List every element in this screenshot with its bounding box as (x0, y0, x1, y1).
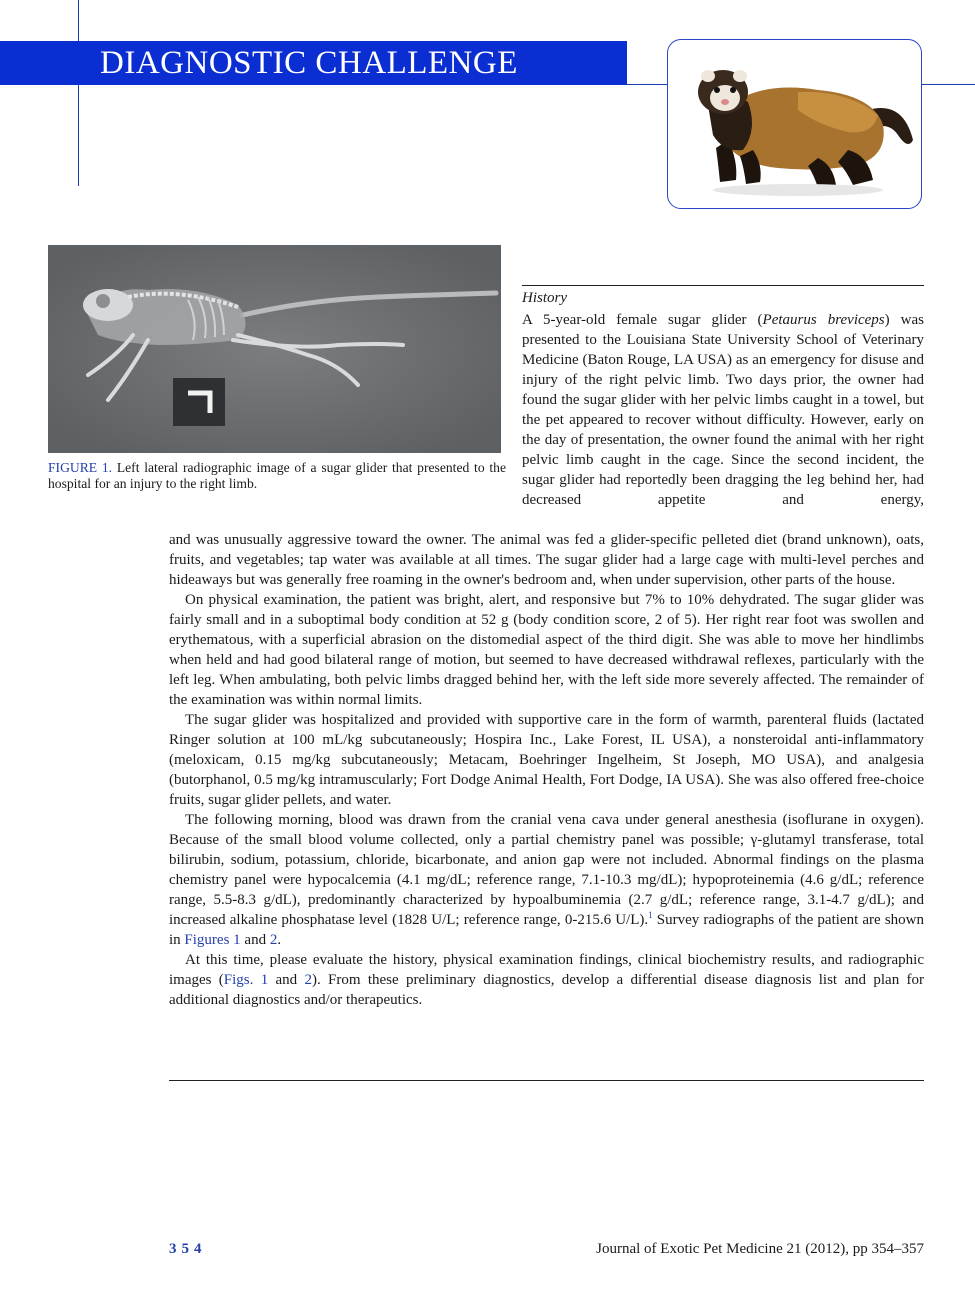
figure-1-link[interactable]: Figures 1 (184, 932, 241, 948)
history-paragraph-1-cont: and was unusually aggressive toward the owner. The animal was fed a glider-specific pelleted diet (brand unknown), oats, fruits, and vegetables; tap water was available at all times. The sugar glider had a large cage with multi-level perches and hideaways but was generally free roaming in the owner's bedroom and, when under supervision, other parts of the house. (169, 532, 924, 588)
header-vertical-rule (78, 0, 79, 186)
figs-2-link[interactable]: 2 (304, 972, 312, 988)
challenge-paragraph (169, 950, 924, 1010)
ferret-illustration (668, 40, 920, 207)
history-heading: History (522, 290, 567, 306)
figure-2-link[interactable]: 2 (269, 932, 278, 948)
journal-citation: Journal of Exotic Pet Medicine 21 (2012), pp 354–357 (596, 1241, 924, 1257)
section-banner: DIAGNOSTIC CHALLENGE (0, 41, 627, 85)
p1-text-pre: A 5-year-old female sugar glider ( (522, 312, 763, 328)
figure-caption-text: Left lateral radiographic image of a sugar glider that presented to the hospital for an injury to the right limb. (48, 460, 506, 491)
article-body (169, 530, 924, 1010)
and-text-2: and (268, 972, 305, 988)
treatment-paragraph: The sugar glider was hospitalized and provided with supportive care in the form of warmth, parenteral fluids (lactated Ringer solution at 100 mL/kg subcutaneously; Hospira Inc., Lake Forest, IL USA), a nonsteroidal anti-inflammatory (meloxicam, 0.15 mg/kg subcutaneously; Metacam, Boehringer Ingelheim, St Joseph, MO USA), and analgesia (butorphanol, 0.5 mg/kg intramuscularly; Fort Dodge Animal Health, Fort Dodge, IA USA). She was also offered free-choice fruits, sugar glider pellets, and water. (169, 712, 924, 808)
history-top-rule (522, 285, 924, 286)
figure-label: FIGURE 1. (48, 460, 113, 475)
period-text: . (277, 932, 282, 948)
challenge-text: At this time, please evaluate the history, physical examination findings, clinical biochemistry results, and radiographic images ( (169, 952, 924, 988)
history-paragraph-1-side (522, 310, 924, 510)
article-end-rule (169, 1080, 924, 1081)
radiograph-figure-1 (48, 245, 501, 453)
bloodwork-text-2: Survey radiographs of the patient are shown in (169, 912, 924, 948)
figure-caption (48, 460, 506, 492)
bloodwork-paragraph (169, 810, 924, 950)
radiograph-image (48, 245, 501, 453)
figs-1-link[interactable]: Figs. 1 (223, 972, 269, 988)
page-number: 354 (169, 1241, 207, 1257)
reference-superscript[interactable]: 1 (648, 910, 653, 920)
bloodwork-text: The following morning, blood was drawn from the cranial vena cava under general anesthesia (isoflurane in oxygen). Because of the small blood volume collected, only a partial chemistry panel was possible; γ-glutamyl transferase, total bilirubin, sodium, potassium, chloride, bicarbonate, and anion gap were not included. Abnormal findings on the plasma chemistry panel were hypocalcemia (4.1 mg/dL; reference range, 7.1-10.3 mg/dL); hypoproteinemia (4.6 g/dL; reference range, 5.5-8.3 g/dL), predominantly characterized by hypoalbuminemia (2.7 g/dL; reference range, 3.1-4.7 g/dL); and increased alkaline phosphatase level (1828 U/L; reference range, 0-215.6 U/L). (169, 812, 924, 928)
physical-exam-paragraph: On physical examination, the patient was bright, alert, and responsive but 7% to 10% dehydrated. The sugar glider was fairly small and in a suboptimal body condition at 52 g (body condition score, 2 of 5). Her right rear foot was swollen and erythematous, with a superficial abrasion on the distomedial aspect of the third digit. She was able to move her hindlimbs when held and had good bilateral range of motion, but seemed to have decreased withdrawal reflexes, particularly with the left leg. When ambulating, both pelvic limbs dragged behind her, with the left side more severely affected. The remainder of the examination was within normal limits. (169, 592, 924, 708)
and-text: and (240, 932, 270, 948)
ferret-photo-frame (667, 39, 922, 209)
challenge-text-2: ). From these preliminary diagnostics, develop a differential disease diagnosis list and plan for additional diagnostics and/or therapeutics. (169, 972, 924, 1008)
species-name: Petaurus breviceps (762, 312, 885, 328)
p1-text-post: ) was presented to the Louisiana State University School of Veterinary Medicine (Baton Rouge, LA USA) as an emergency for disuse and injury of the right pelvic limb. Two days prior, the owner had found the sugar glider with her pelvic limbs caught in a towel, but the pet appeared to recover without difficulty. However, early on the day of presentation, the owner found the animal with her right pelvic limb caught in the cage. Since the second incident, the sugar glider had reportedly been dragging the leg behind her, had decreased appetite and energy, (522, 312, 924, 508)
